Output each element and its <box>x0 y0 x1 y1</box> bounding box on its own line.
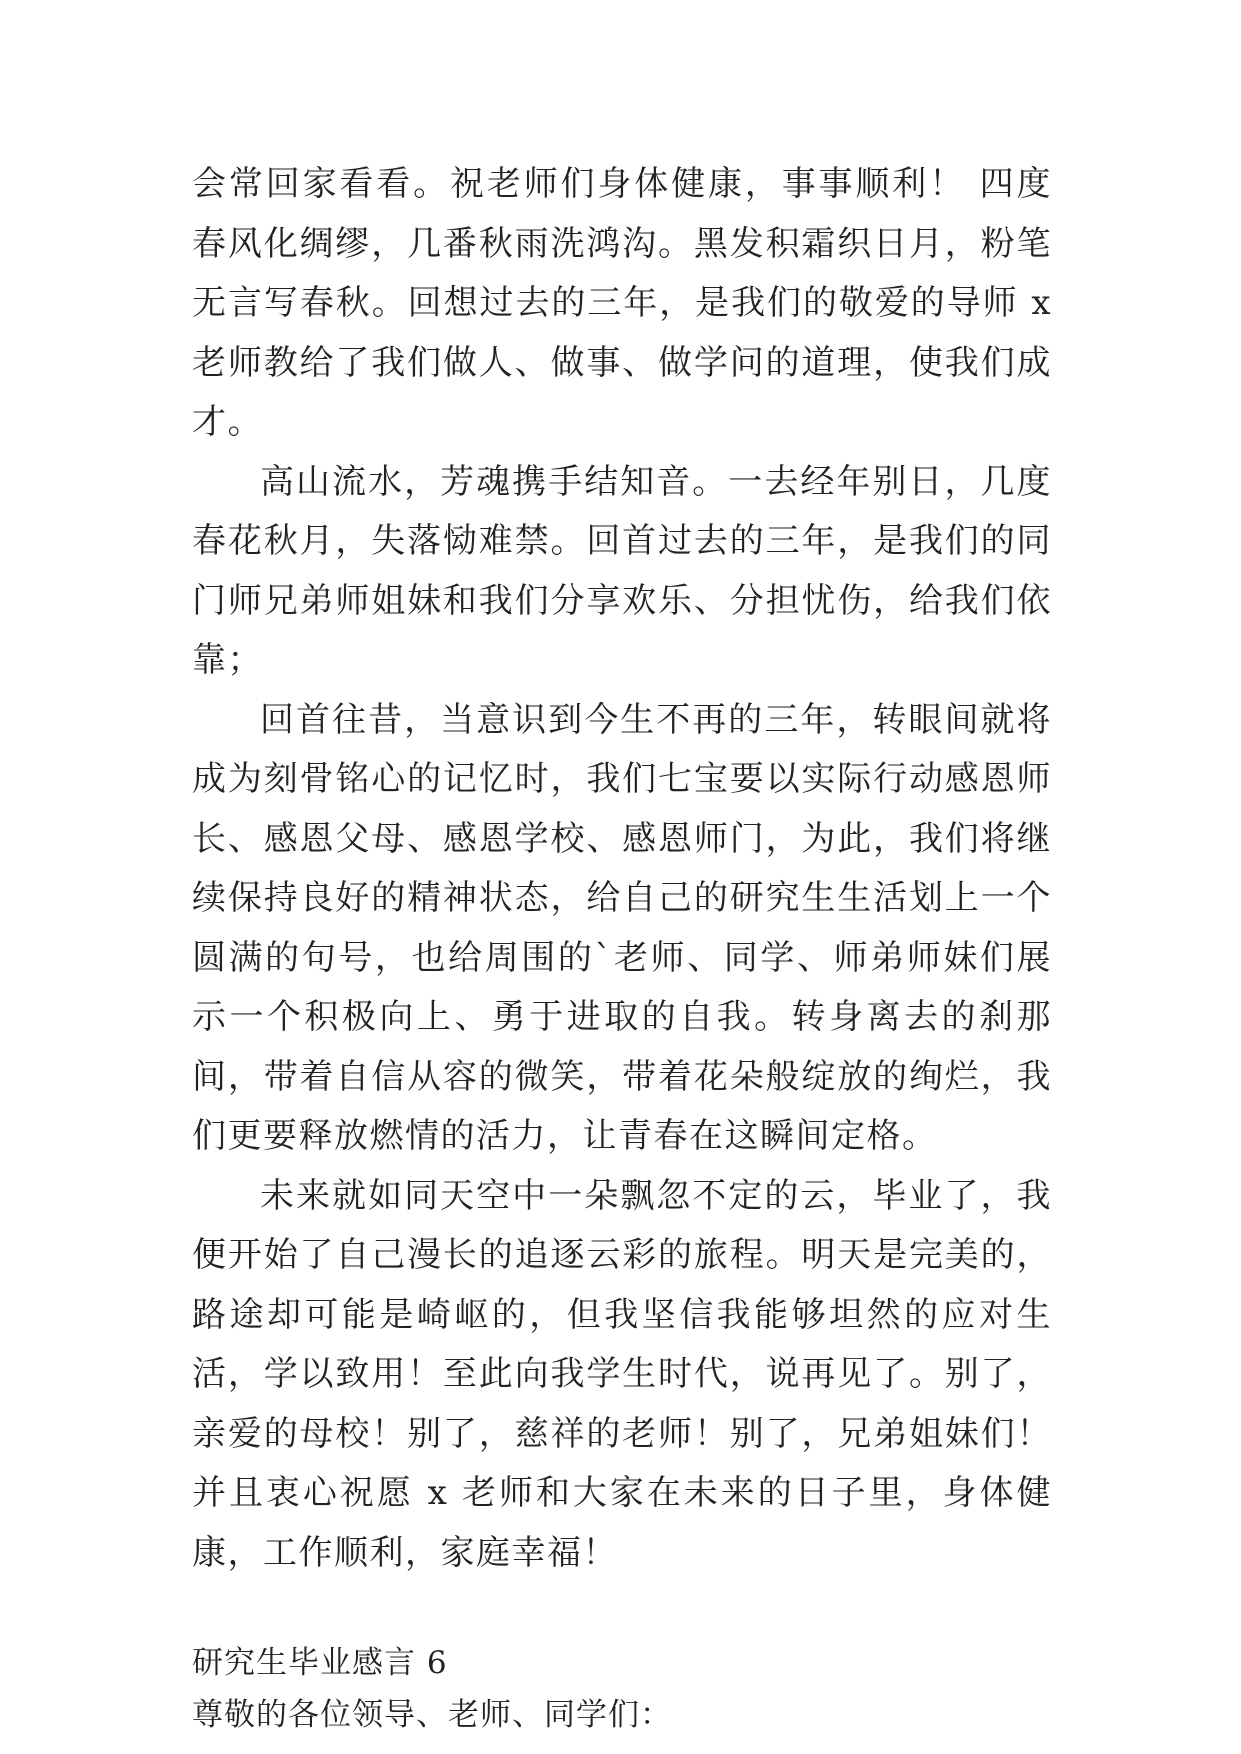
paragraph-continuation: 会常回家看看。祝老师们身体健康，事事顺利！ 四度春风化绸缪，几番秋雨洗鸿沟。黑发积霜织日月，粉笔无言写春秋。回想过去的三年，是我们的敬爱的导师 x 老师教给了我们做人、做事、做学问的道理，使我们成才。 <box>192 164 1052 442</box>
salutation-line: 尊敬的各位领导、老师、同学们： <box>192 1697 672 1733</box>
document-body <box>192 155 1052 1741</box>
paragraph-gratitude: 回首往昔，当意识到今生不再的三年，转眼间就将成为刻骨铭心的记忆时，我们七宝要以实际行动感恩师长、感恩父母、感恩学校、感恩师门，为此，我们将继续保持良好的精神状态，给自己的研究生生活划上一个圆满的句号，也给周围的`老师、同学、师弟师妹们展示一个积极向上、勇于进取的自我。转身离去的刹那间，带着自信从容的微笑，带着花朵般绽放的绚烂，我们更要释放燃情的活力，让青春在这瞬间定格。 <box>192 699 1052 1156</box>
section-heading: 研究生毕业感言 6 <box>192 1645 448 1681</box>
section-spacer <box>192 1583 1052 1637</box>
paragraph-friends: 高山流水，芳魂携手结知音。一去经年别日，几度春花秋月，失落恸难禁。回首过去的三年，是我们的同门师兄弟师姐妹和我们分享欢乐、分担忧伤，给我们依靠； <box>192 461 1052 680</box>
paragraph-future: 未来就如同天空中一朵飘忽不定的云，毕业了，我便开始了自己漫长的追逐云彩的旅程。明天是完美的，路途却可能是崎岖的，但我坚信我能够坦然的应对生活，学以致用！至此向我学生时代，说再见了。别了，亲爱的母校！别了，慈祥的老师！别了，兄弟姐妹们！并且衷心祝愿 x 老师和大家在未来的日子里，身体健康，工作顺利，家庭幸福！ <box>192 1175 1052 1573</box>
